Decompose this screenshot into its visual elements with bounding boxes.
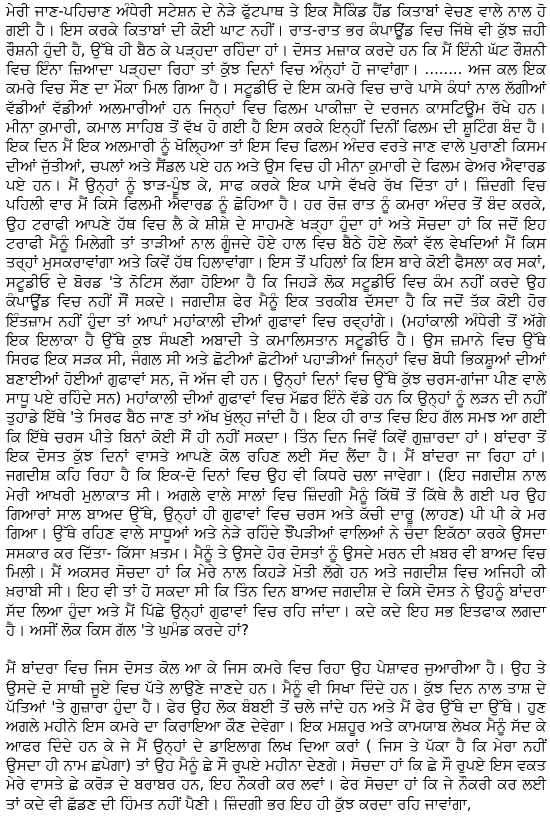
document-page xyxy=(6,2,546,814)
paragraph-2: ਮੈਂ ਬਾਂਦਰਾ ਵਿਚ ਜਿਸ ਦੋਸਤ ਕੋਲ ਆ ਕੇ ਜਿਸ ਕਮਰੇ ਵਿਚ ਰਿਹਾ ਉਹ ਪੇਸ਼ਾਵਰ ਜੁਆਰੀਆ ਹੈ। ਉਹ ਤੇ ਉਸਦੇ ਦੋ ਸਾਥੀ ਜੂਏ ਵਿਚ ਪੱਤੇ ਲਾਉਣੇ ਜਾਣਦੇ ਹਨ। ਮੈਨੂੰ ਵੀ ਸਿਖਾ ਦਿੰਦੇ ਹਨ। ਕੁੱਝ ਦਿਨ ਨਾਲ ਤਾਸ਼ ਦੇ ਪੱਤਿਆਂ 'ਤੇ ਗੁਜ਼ਾਰਾ ਹੁੰਦਾ ਹੈ। ਫੇਰ ਉਹ ਲੋਕ ਬੰਬਈ ਤੋਂ ਚਲੇ ਜਾਂਦੇ ਹਨ ਅਤੇ ਮੈਂ ਫੇਰ ਉੱਥੇ ਦਾ ਉੱਥੇ। ਹੁਣ ਅਗਲੇ ਮਹੀਨੇ ਇਸ ਕਮਰੇ ਦਾ ਕਿਰਾਇਆ ਕੌਣ ਦੇਵੇਗਾ। ਇਕ ਮਸ਼ਹੂਰ ਅਤੇ ਕਾਮਯਾਬ ਲੇਖਕ ਮੈਨੂੰ ਸੱਦ ਕੇ ਆਫਰ ਦਿੰਦੇ ਹਨ ਕੇ ਜੇ ਮੈਂ ਉਨ੍ਹਾਂ ਦੇ ਡਾਇਲਾਗ ਲਿਖ ਦਿਆ ਕਰਾਂ ( ਜਿਸ ਤੇ ਪੱਕਾ ਹੈ ਕਿ ਮੇਰਾ ਨਹੀਂ ਉਸਦਾ ਹੀ ਨਾਮ ਛਪੇਗਾ) ਤਾਂ ਉਹ ਮੈਨੂੰ ਛੇ ਸੌ ਰੁਪਏ ਮਹੀਨਾ ਦੇਣਗੇ। ਸੋਚਦਾ ਹਾਂ ਕਿ ਛੇ ਸੌ ਰੁਪਏ ਇਸ ਵਕਤ ਮੇਰੇ ਵਾਸਤੇ ਛੇ ਕਰੋੜ ਦੇ ਬਰਾਬਰ ਹਨ, ਇਹ ਨੌਕਰੀ ਕਰ ਲਵਾਂ। ਫੇਰ ਸੋਚਦਾ ਹਾਂ ਕਿ ਜੇ ਨੌਕਰੀ ਕਰ ਲਈ ਤਾਂ ਕਦੇ ਵੀ ਛੱਡਣ ਦੀ ਹਿੰਮਤ ਨਹੀਂ ਪੈਣੀ। ਜ਼ਿੰਦਗੀ ਭਰ ਇਹ ਹੀ ਕੁੱਝ ਕਰਦਾ ਰਹਿ ਜਾਵਾਂਗਾ, xyxy=(6,660,546,813)
paragraph-gap xyxy=(6,640,546,659)
paragraph-1: ਮੇਰੀ ਜਾਣ-ਪਹਿਚਾਣ ਅੰਧੇਰੀ ਸਟੇਸ਼ਨ ਦੇ ਨੇੜੇ ਫੁੱਟਪਾਥ ਤੇ ਇਕ ਸੈਕਿੰਡ ਹੈਂਡ ਕਿਤਾਬਾਂ ਵੇਚਣ ਵਾਲੇ ਨਾਲ ਹੋ ਗਈ ਹੈ। ਇਸ ਕਰਕੇ ਕਿਤਾਬਾਂ ਦੀ ਕੋਈ ਘਾਟ ਨਹੀਂ। ਰਾਤ-ਰਾਤ ਭਰ ਕੰਪਾਊਂਡ ਵਿਚ ਜਿੱਥੇ ਵੀ ਕੁੱਝ ਜ਼ਹੀ ਰੌਸ਼ਨੀ ਹੁੰਦੀ ਹੈ, ਉੱਥੇ ਹੀ ਬੈਠ ਕੇ ਪੜ੍ਹਦਾ ਰਹਿੰਦਾ ਹਾਂ। ਦੋਸਤ ਮਜ਼ਾਕ ਕਰਦੇ ਹਨ ਕਿ ਮੈਂ ਇੰਨੀ ਘੱਟ ਰੌਸ਼ਨੀ ਵਿਚ ਇੰਨਾ ਜ਼ਿਆਦਾ ਪੜ੍ਹਦਾ ਰਿਹਾ ਤਾਂ ਕੁੱਝ ਦਿਨਾਂ ਵਿਚ ਅੰਨ੍ਹਾਂ ਹੋ ਜਾਵਾਂਗਾ। ........ ਅਜ ਕਲ ਇਕ ਕਮਰੇ ਵਿਚ ਸੌਣ ਦਾ ਮੌਕਾ ਮਿਲ ਗਿਆ ਹੈ। ਸਟੂਡੀਓ ਦੇ ਇਸ ਕਮਰੇ ਵਿਚ ਚਾਰੇ ਪਾਸੇ ਕੰਧਾਂ ਨਾਲ ਲੱਗੀਆਂ ਵੱਡੀਆਂ ਵੱਡੀਆਂ ਅਲਮਾਰੀਆਂ ਹਨ ਜਿਨ੍ਹਾਂ ਵਿਚ ਫਿਲਮ ਪਾਕੀਜ਼ਾ ਦੇ ਦਰਜਨ ਕਾਸਟਿਊਮ ਰੱਖੇ ਹਨ। ਮੀਨਾ ਕੁਮਾਰੀ, ਕਮਾਲ ਸਾਹਿਬ ਤੋਂ ਵੱਖ ਹੋ ਗਈ ਹੈ ਇਸ ਕਰਕੇ ਇਨ੍ਹੀਂ ਦਿਨੀਂ ਫਿਲਮ ਦੀ ਸ਼ੂਟਿੰਗ ਬੰਦ ਹੈ। ਇਕ ਦਿਨ ਮੈਂ ਇਕ ਅਲਮਾਰੀ ਨੂੰ ਖੋਲ੍ਹਿਆ ਤਾਂ ਇਸ ਵਿਚ ਫਿਲਮ ਅੰਦਰ ਵਰਤੇ ਜਾਣ ਵਾਲੇ ਪੁਰਾਣੀ ਕਿਸਮ ਦੀਆਂ ਜੁੱਤੀਆਂ, ਚਪਲਾਂ ਅਤੇ ਸੈਂਡਲ ਪਏ ਹਨ ਅਤੇ ਉਸ ਵਿਚ ਹੀ ਮੀਨਾ ਕੁਮਾਰੀ ਦੇ ਫਿਲਮ ਫੇਅਰ ਐਵਾਰਡ ਪਏ ਹਨ। ਮੈਂ ਉਨ੍ਹਾਂ ਨੂੰ ਝਾੜ-ਪੂੰਝ ਕੇ, ਸਾਫ ਕਰਕੇ ਇਕ ਪਾਸੇ ਵੱਖਰੇ ਰੱਖ ਦਿੱਤਾ ਹਾਂ। ਜ਼ਿੰਦਗੀ ਵਿਚ ਪਹਿਲੀ ਵਾਰ ਮੈਂ ਕਿਸੇ ਫਿਲਮੀ ਐਵਾਰਡ ਨੂੰ ਛੋਹਿਆ ਹੈ। ਹਰ ਰੋਜ਼ ਰਾਤ ਨੂੰ ਕਮਰਾ ਅੰਦਰ ਤੋਂ ਬੰਦ ਕਰਕੇ, ਉਹ ਟਰਾਫੀ ਆਪਣੇ ਹੱਥ ਵਿਚ ਲੈ ਕੇ ਸ਼ੀਸ਼ੇ ਦੇ ਸਾਹਮਣੇ ਖੜ੍ਹਾ ਹੁੰਦਾ ਹਾਂ ਅਤੇ ਸੋਚਦਾ ਹਾਂ ਕਿ ਜਦੋਂ ਇਹ ਟਰਾਫੀ ਮੈਨੂੰ ਮਿਲੇਗੀ ਤਾਂ ਤਾੜੀਆਂ ਨਾਲ ਗੂੰਜਦੇ ਹੋਏ ਹਾਲ ਵਿਚ ਬੈਠੇ ਹੋਏ ਲੋਕਾਂ ਵੱਲ ਵੇਖਦਿਆਂ ਮੈਂ ਕਿਸ ਤਰ੍ਹਾਂ ਮੁਸਕਰਾਵਾਂਗਾ ਅਤੇ ਕਿਵੇਂ ਹੱਥ ਹਿਲਾਵਾਂਗਾ। ਇਸ ਤੋਂ ਪਹਿਲਾਂ ਕਿ ਇਸ ਬਾਰੇ ਕੋਈ ਫੈਸਲਾ ਕਰ ਸਕਾਂ, ਸਟੂਡੀਓ ਦੇ ਬੋਰਡ 'ਤੇ ਨੋਟਿਸ ਲੱਗਾ ਹੋਇਆ ਹੈ ਕਿ ਜਿਹੜੇ ਲੋਕ ਸਟੂਡੀਓ ਵਿਚ ਕੰਮ ਨਹੀਂ ਕਰਦੇ ਉਹ ਕੰਪਾਊਂਡ ਵਿਚ ਨਹੀਂ ਸੌਂ ਸਕਦੇ। ਜਗਦੀਸ਼ ਫੇਰ ਮੈਨੂੰ ਇਕ ਤਰਕੀਬ ਦੱਸਦਾ ਹੈ ਕਿ ਜਦੋਂ ਤੱਕ ਕੋਈ ਹੋਰ ਇੰਤਜ਼ਾਮ ਨਹੀਂ ਹੁੰਦਾ ਤਾਂ ਆਪਾਂ ਮਹਾਂਕਾਲੀ ਦੀਆਂ ਗੁਫਾਵਾਂ ਵਿਚ ਰਵ੍ਹਾਂਗੇ। (ਮਹਾਂਕਾਲੀ ਅੰਧੇਰੀ ਤੋਂ ਅੱਗੇ ਇਕ ਇਲਾਕਾ ਹੈ ਉੱਥੇ ਕੁਝ ਸੰਘਣੀ ਅਬਾਦੀ ਤੇ ਕਮਾਲਿਸਤਾਨ ਸਟੂਡੀਓ ਹੈ। ਉਸ ਜ਼ਮਾਨੇ ਵਿਚ ਉੱਥੇ ਸਿਰਫ ਇਕ ਸੜਕ ਸੀ, ਜੰਗਲ ਸੀ ਅਤੇ ਛੋਟੀਆਂ ਛੋਟੀਆਂ ਪਹਾੜੀਆਂ ਜਿਨ੍ਹਾਂ ਵਿਚ ਬੋਧੀ ਭਿਕਸ਼ੂਆਂ ਦੀਆਂ ਬਣਾਈਆਂ ਹੋਈਆਂ ਗੁਫਾਵਾਂ ਸਨ, ਜੋ ਅੱਜ ਵੀ ਹਨ। ਉਨ੍ਹਾਂ ਦਿਨਾਂ ਵਿਚ ਉੱਥੇ ਕੁੱਝ ਚਰਸ-ਗਾਂਜਾ ਪੀਣ ਵਾਲੇ ਸਾਧੂ ਪਏ ਰਹਿੰਦੇ ਸਨ) ਮਹਾਂਕਾਲੀ ਦੀਆਂ ਗੁਫਾਵਾਂ ਵਿਚ ਮੱਛਰ ਇੰਨੇ ਵੱਡੇ ਹਨ ਕਿ ਉਨ੍ਹਾਂ ਨੂੰ ਲੜਨ ਦੀ ਨਹੀਂ ਤੁਹਾਡੇ ਇੱਥੇ 'ਤੇ ਸਿਰਫ ਬੈਠ ਜਾਣ ਤਾਂ ਅੱਖ ਖੁੱਲ੍ਹ ਜਾਂਦੀ ਹੈ। ਇਕ ਹੀ ਰਾਤ ਵਿਚ ਇਹ ਗੱਲ ਸਮਝ ਆ ਗਈ ਕਿ ਇੱਥੇ ਚਰਸ ਪੀਤੇ ਬਿਨਾਂ ਕੋਈ ਸੌਂ ਹੀ ਨਹੀਂ ਸਕਦਾ। ਤਿੰਨ ਦਿਨ ਜਿਵੇਂ ਕਿਵੇਂ ਗੁਜ਼ਾਰਦਾ ਹਾਂ। ਬਾਂਦਰਾ ਤੋਂ ਇਕ ਦੋਸਤ ਕੁੱਝ ਦਿਨਾਂ ਵਾਸਤੇ ਆਪਣੇ ਕੋਲ ਰਹਿਣ ਲਈ ਸੱਦ ਲੈਂਦਾ ਹੈ। ਮੈਂ ਬਾਂਦਰਾ ਜਾ ਰਿਹਾ ਹਾਂ। ਜਗਦੀਸ਼ ਕਹਿ ਰਿਹਾ ਹੈ ਕਿ ਇਕ-ਦੋ ਦਿਨਾਂ ਵਿਚ ਉਹ ਵੀ ਕਿਧਰੇ ਚਲਾ ਜਾਵੇਗਾ। (ਇਹ ਜਗਦੀਸ਼ ਨਾਲ ਮੇਰੀ ਆਖਰੀ ਮੁਲਾਕਾਤ ਸੀ। ਅਗਲੇ ਵਾਲੇ ਸਾਲਾਂ ਵਿਚ ਜ਼ਿੰਦਗੀ ਮੈਨੂੰ ਕਿੱਥੋਂ ਤੋਂ ਕਿੱਥੇ ਲੈ ਗਈ ਪਰ ਉਹ ਗਿਆਰਾਂ ਸਾਲ ਬਾਅਦ ਉੱਥੇ, ਉਨ੍ਹਾਂ ਹੀ ਗੁਫਾਵਾਂ ਵਿਚ ਚਰਸ ਅਤੇ ਕੱਚੀ ਦਾਰੂ (ਲਾਹਣ) ਪੀ ਪੀ ਕੇ ਮਰ ਗਿਆ। ਉੱਥੇ ਰਹਿਣ ਵਾਲੇ ਸਾਧੂਆਂ ਅਤੇ ਨੇੜੇ ਰਹਿੰਦੇ ਝੌਂਪੜੀਆਂ ਵਾਲਿਆਂ ਨੇ ਚੰਦਾ ਇਕੱਠਾ ਕਰਕੇ ਉਸਦਾ ਸਸਕਾਰ ਕਰ ਦਿੱਤਾ- ਕਿੱਸਾ ਖ਼ਤਮ। ਮੈਨੂੰ ਤੇ ਉਸਦੇ ਹੋਰ ਦੋਸਤਾਂ ਨੂੰ ਉਸਦੇ ਮਰਨ ਦੀ ਖ਼ਬਰ ਵੀ ਬਾਅਦ ਵਿਚ ਮਿਲੀ। ਮੈਂ ਅਕਸਰ ਸੋਚਦਾ ਹਾਂ ਕਿ ਮੇਰੇ ਨਾਲ ਕਿਹੜੇ ਮੋਤੀ ਲੱਗੇ ਹਨ ਅਤੇ ਜਗਦੀਸ਼ ਵਿਚ ਅਜਿਹੀ ਕੀ ਖ਼ਰਾਬੀ ਸੀ। ਇਹ ਵੀ ਤਾਂ ਹੋ ਸਕਦਾ ਸੀ ਕਿ ਤਿੰਨ ਦਿਨ ਬਾਅਦ ਜਗਦੀਸ਼ ਦੇ ਕਿਸੇ ਦੋਸਤ ਨੇ ਉਹਨੂੰ ਬਾਂਦਰਾ ਸੱਦ ਲਿਆ ਹੁੰਦਾ ਅਤੇ ਮੈਂ ਪਿੱਛੇ ਉਨ੍ਹਾਂ ਗੁਫਾਵਾਂ ਵਿਚ ਰਹਿ ਜਾਂਦਾ। ਕਦੇ ਕਦੇ ਇਹ ਸਭ ਇਤਫਾਕ ਲਗਦਾ ਹੈ। ਅਸੀਂ ਲੋਕ ਕਿਸ ਗੱਲ 'ਤੇ ਘੁਮੰਡ ਕਰਦੇ ਹਾਂ? xyxy=(6,3,547,639)
